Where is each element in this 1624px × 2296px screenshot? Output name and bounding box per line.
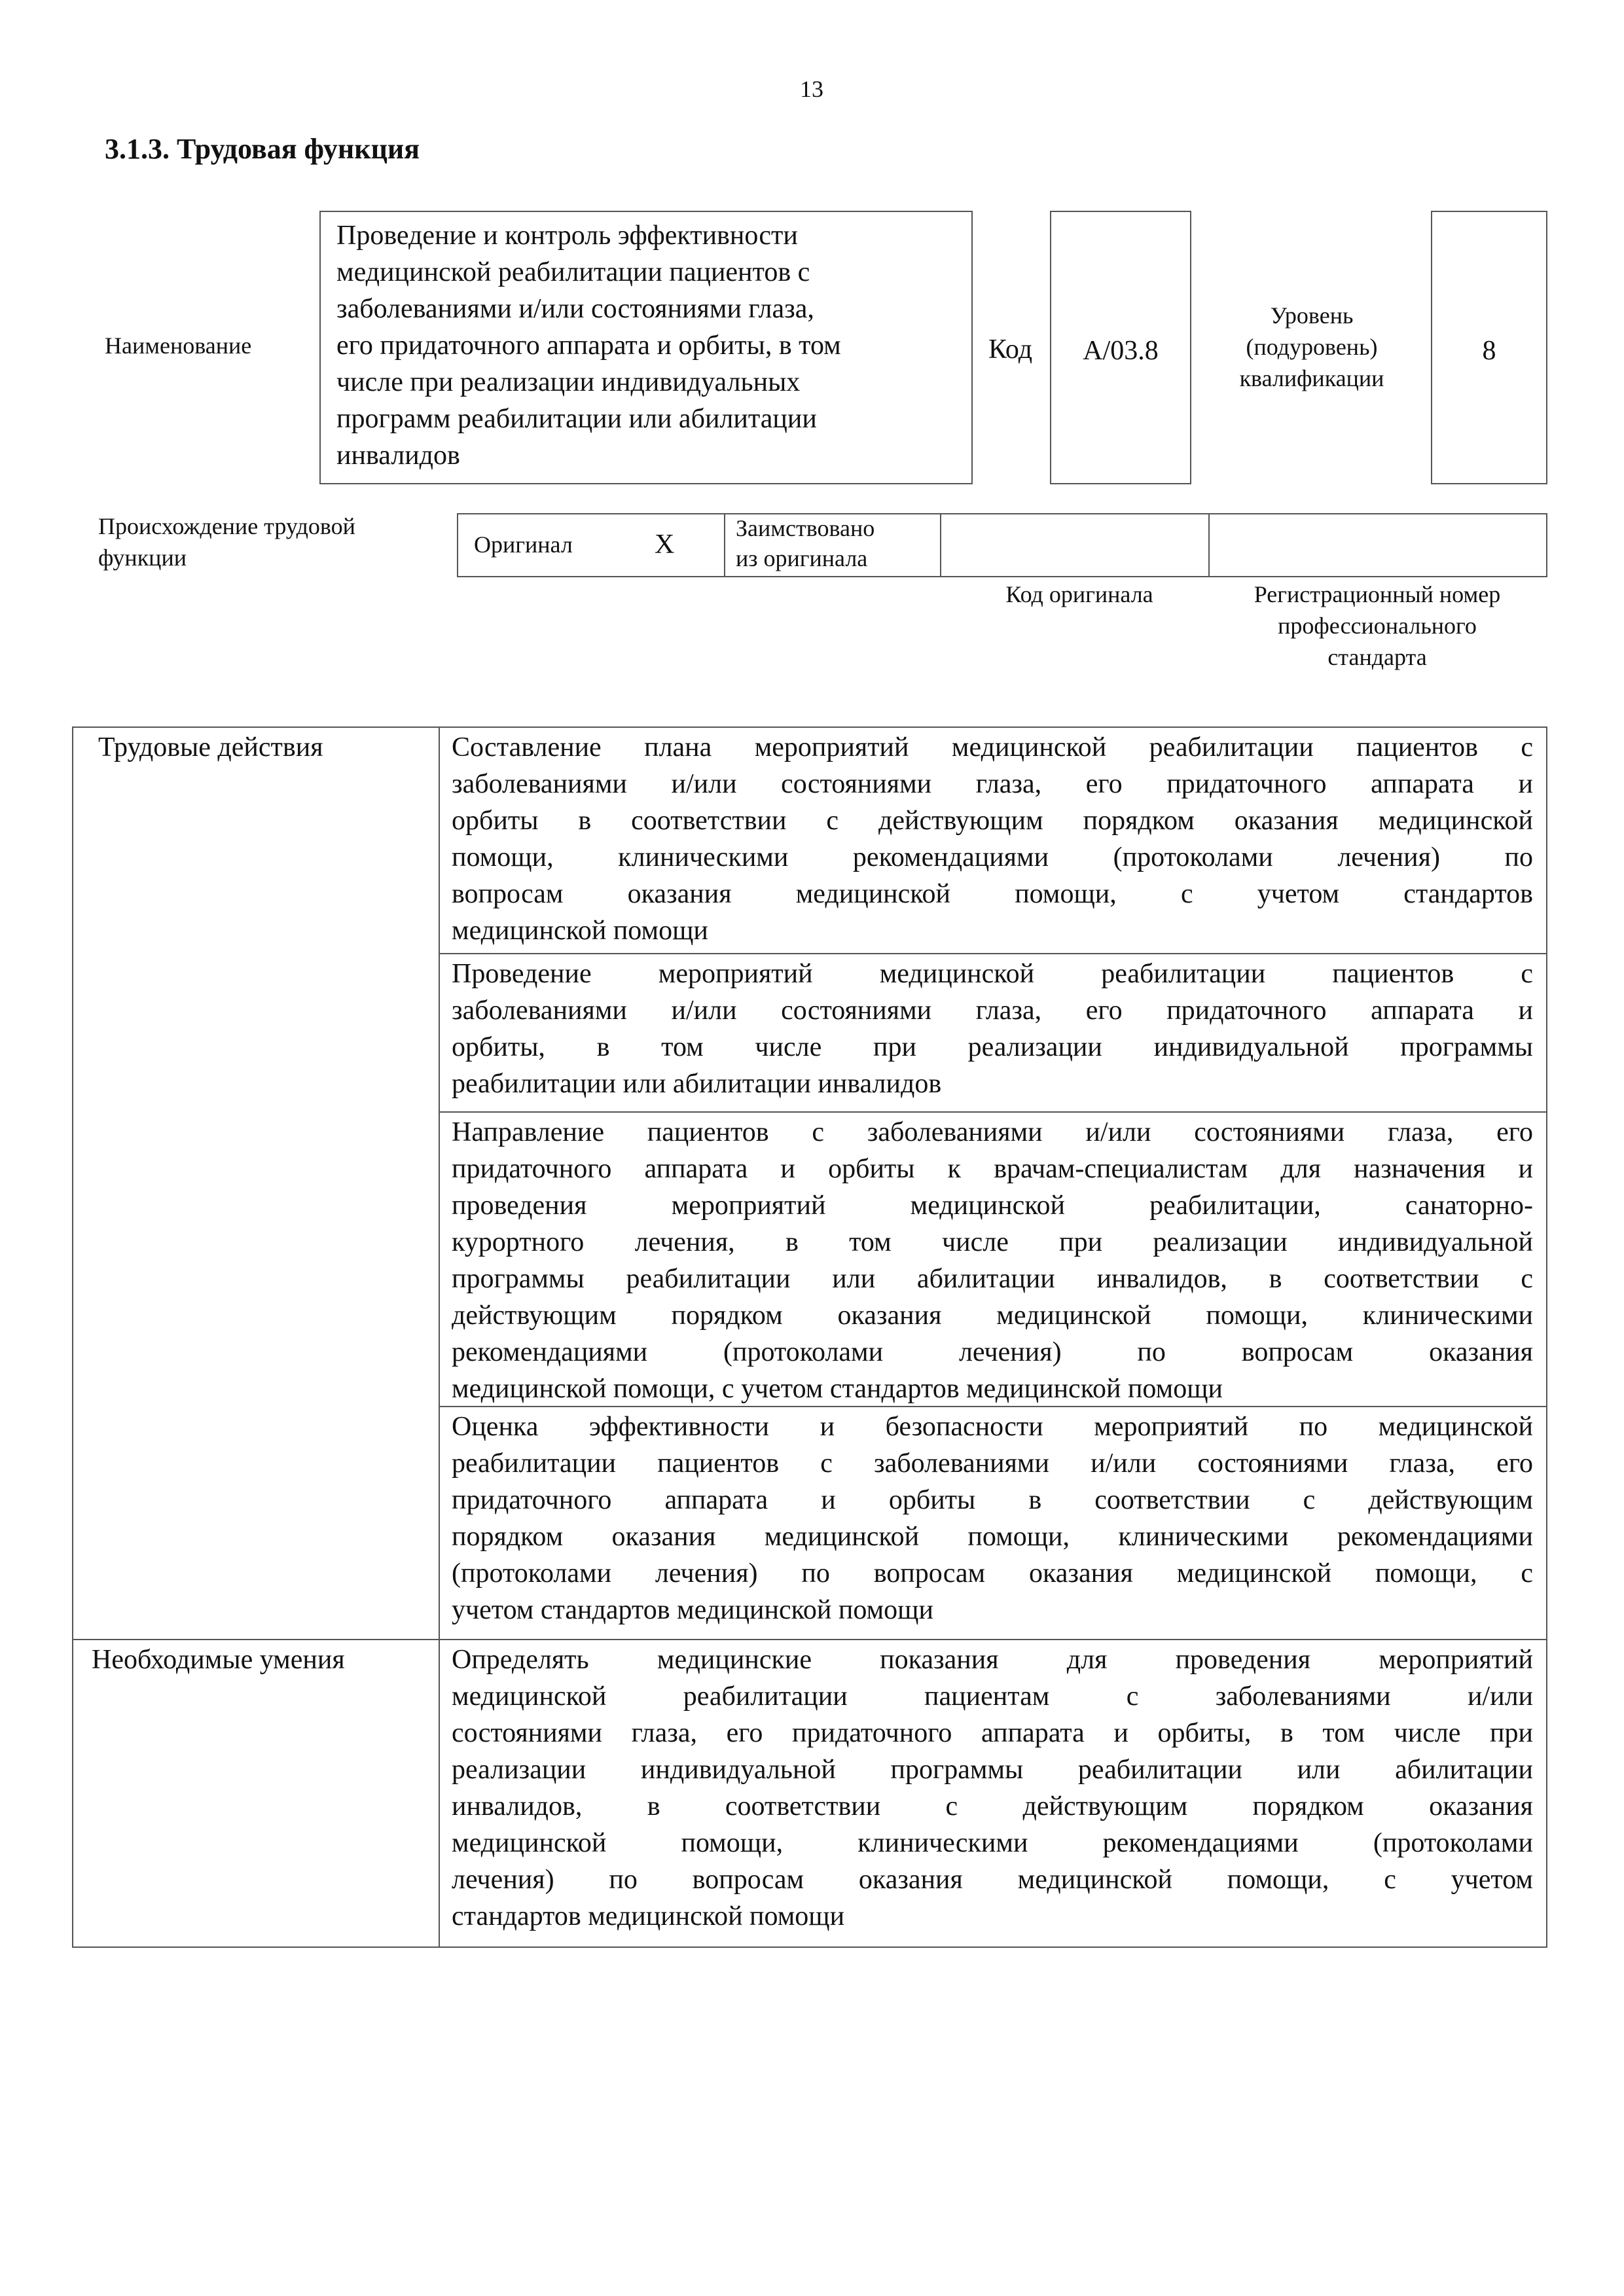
required-skill-item: Определять медицинские показания для проведения мероприятий медицинской реабилитации пациентам с заболеваниями и/или состояниями глаза, его придаточного аппарата и орбиты, в том числе при реализации индивидуальной программы реабилитации или абилитации инвалидов, в соответствии с действующим порядком оказания медицинской помощи, клиническими рекомендациями (протоколами лечения) по вопросам оказания медицинской помощи, с учетом стандартов медицинской помощи bbox=[452, 1645, 1533, 1931]
origin-table bbox=[457, 513, 1547, 577]
column-divider bbox=[439, 728, 440, 1946]
code-value: А/03.8 bbox=[1083, 336, 1159, 366]
labor-action-item: Составление плана мероприятий медицинской реабилитации пациентов с заболеваниями и/или состояниями глаза, его придаточного аппарата и орбиты в соответствии с действующим порядком оказания медицинской помощи, клиническими рекомендациями (протоколами лечения) по вопросам оказания медицинской помощи, с учетом стандартов медицинской помощи bbox=[452, 732, 1533, 946]
borrowed-label: Заимствовано из оригинала bbox=[736, 515, 875, 571]
row-divider bbox=[439, 1111, 1546, 1113]
origin-divider bbox=[1208, 514, 1210, 576]
labor-action-item: Направление пациентов с заболеваниями и/или состояниями глаза, его придаточного аппарата и орбиты к врачам-специалистам для назначения и проведения мероприятий медицинской реабилитации, санаторно- курортного лечения, в том числе при реализации индивидуальной программы реабилитации или абилитации инвалидов, в соответствии с действующим порядком оказания медицинской помощи, клиническими рекомендациями (протоколами лечения) по вопросам оказания медицинской помощи, с учетом стандартов медицинской помощи bbox=[452, 1117, 1533, 1404]
labor-actions-label: Трудовые действия bbox=[98, 732, 323, 762]
row-divider bbox=[73, 1639, 1546, 1640]
section-heading: 3.1.3. Трудовая функция bbox=[105, 133, 420, 165]
code-original-label: Код оригинала bbox=[1005, 581, 1153, 607]
level-box bbox=[1431, 211, 1547, 484]
function-name-box bbox=[319, 211, 973, 484]
level-value: 8 bbox=[1482, 336, 1496, 366]
function-name-text: Проведение и контроль эффективности медицинской реабилитации пациентов с заболеваниями и/или состояниями глаза, его придаточного аппарата и орбиты, в том числе при реализации индивидуальных программ реабилитации или абилитации инвалидов bbox=[336, 221, 841, 471]
row-divider bbox=[439, 953, 1546, 954]
origin-divider bbox=[940, 514, 941, 576]
code-box bbox=[1050, 211, 1191, 484]
labor-action-item: Проведение мероприятий медицинской реабилитации пациентов с заболеваниями и/или состояниями глаза, его придаточного аппарата и орбиты, в том числе при реализации индивидуальной программы реабилитации или абилитации инвалидов bbox=[452, 959, 1533, 1099]
code-label: Код bbox=[988, 334, 1033, 365]
required-skills-label: Необходимые умения bbox=[92, 1645, 345, 1675]
labor-action-item: Оценка эффективности и безопасности мероприятий по медицинской реабилитации пациентов с заболеваниями и/или состояниями глаза, его придаточного аппарата и орбиты в соответствии с действующим порядком оказания медицинской помощи, клиническими рекомендациями (протоколами лечения) по вопросам оказания медицинской помощи, с учетом стандартов медицинской помощи bbox=[452, 1412, 1533, 1625]
origin-label: Происхождение трудовой функции bbox=[98, 513, 355, 571]
origin-divider bbox=[724, 514, 725, 576]
original-mark: X bbox=[655, 529, 675, 560]
registration-number-label: Регистрационный номер профессионального стандарта bbox=[1254, 581, 1501, 670]
original-label: Оригинал bbox=[474, 531, 573, 558]
page-number: 13 bbox=[800, 76, 823, 102]
main-table bbox=[72, 726, 1547, 1948]
qualification-level-label: Уровень (подуровень) квалификации bbox=[1239, 302, 1384, 391]
naming-label: Наименование bbox=[105, 332, 252, 359]
